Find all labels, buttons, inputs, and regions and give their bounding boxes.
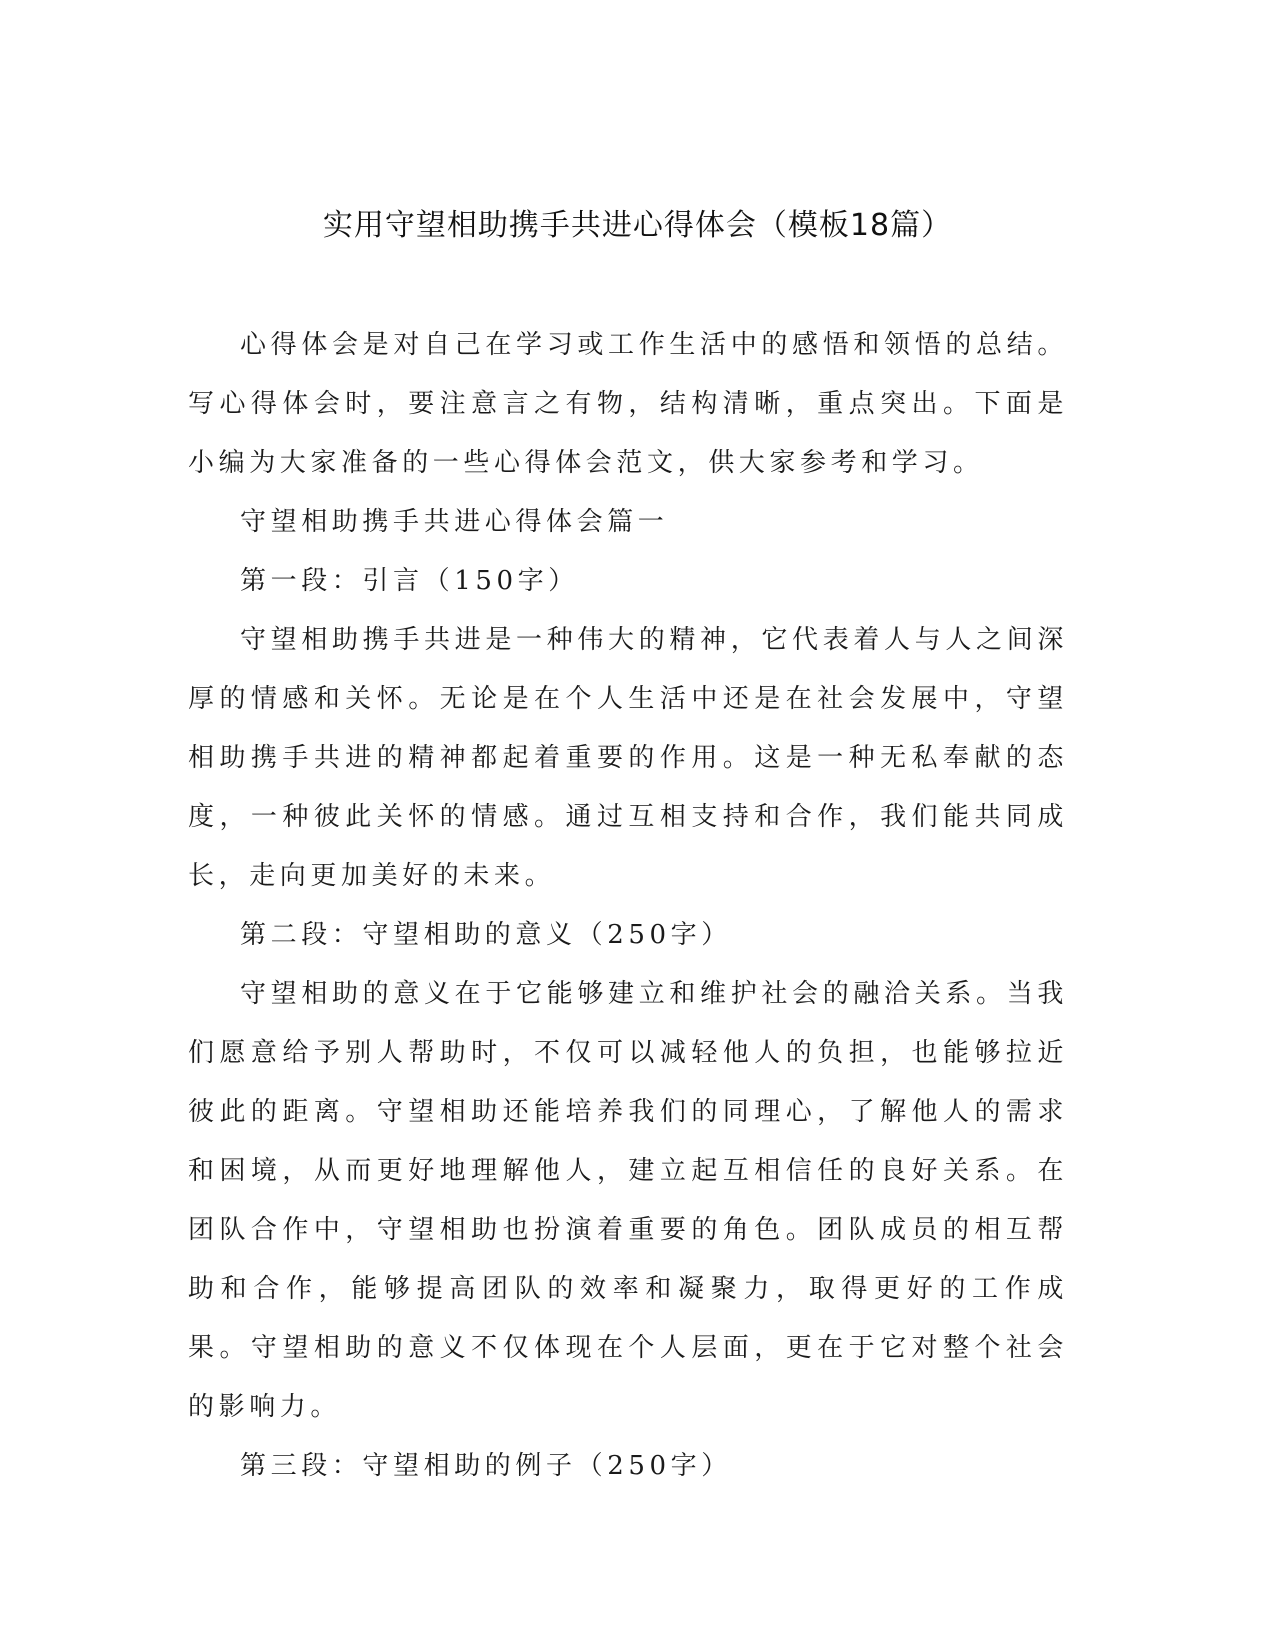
article-heading: 守望相助携手共进心得体会篇一: [240, 507, 669, 537]
intro-paragraph: 心得体会是对自己在学习或工作生活中的感悟和领悟的总结。写心得体会时，要注意言之有物，结构清晰，重点突出。下面是小编为大家准备的一些心得体会范文，供大家参考和学习。: [188, 330, 1068, 478]
section-heading-2: 第二段：守望相助的意义（250字）: [240, 920, 732, 950]
section-heading-3: 第三段：守望相助的例子（250字）: [240, 1451, 732, 1481]
section-heading-1: 第一段：引言（150字）: [240, 566, 579, 596]
section-paragraph-1: 守望相助携手共进是一种伟大的精神，它代表着人与人之间深厚的情感和关怀。无论是在个人生活中还是在社会发展中，守望相助携手共进的精神都起着重要的作用。这是一种无私奉献的态度，一种彼此关怀的情感。通过互相支持和合作，我们能共同成长，走向更加美好的未来。: [188, 625, 1068, 891]
document-body: [188, 316, 1068, 1496]
section-paragraph-2: 守望相助的意义在于它能够建立和维护社会的融洽关系。当我们愿意给予别人帮助时，不仅可以减轻他人的负担，也能够拉近彼此的距离。守望相助还能培养我们的同理心，了解他人的需求和困境，从而更好地理解他人，建立起互相信任的良好关系。在团队合作中，守望相助也扮演着重要的角色。团队成员的相互帮助和合作，能够提高团队的效率和凝聚力，取得更好的工作成果。守望相助的意义不仅体现在个人层面，更在于它对整个社会的影响力。: [188, 979, 1068, 1422]
document-title: 实用守望相助携手共进心得体会（模板18篇）: [322, 208, 953, 243]
